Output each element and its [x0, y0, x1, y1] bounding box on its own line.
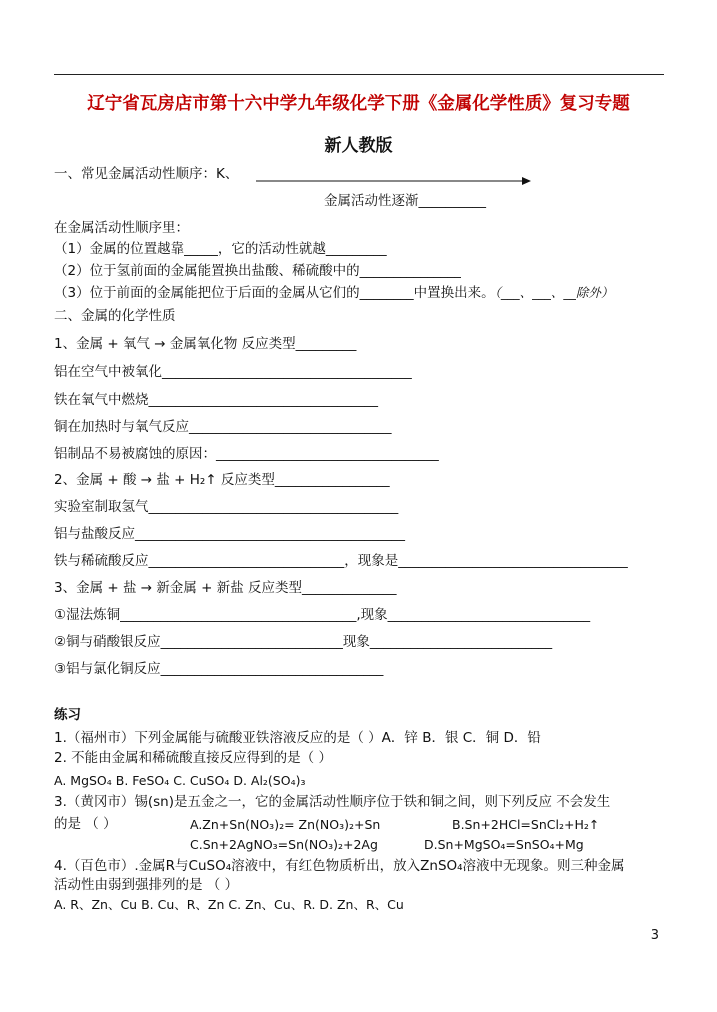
page-subtitle: 新人教版 [324, 136, 393, 156]
question-2-options: A. MgSO₄ B. FeSO₄ C. CuSO₄ D. Al₂(SO₄)₃ [54, 773, 306, 788]
question-4-options: A. R、Zn、Cu B. Cu、R、Zn C. Zn、Cu、R. D. Zn、R、Cu [54, 897, 404, 912]
question-4-line-1: 4.（百色市）.金属R与CuSO₄溶液中，有红色物质析出，放入ZnSO₄溶液中无现象。则三种金属 [54, 858, 625, 874]
question-3-line-1: 3.（黄冈市）锡(sn)是五金之一，它的金属活动性顺序位于铁和铜之间，则下列反应 不会发生 [54, 794, 611, 810]
question-2: 2. 不能由金属和稀硫酸直接反应得到的是（ ） [54, 750, 332, 766]
section1-heading: 一、常见金属活动性顺序：K、 [54, 166, 239, 182]
question-4-line-2: 活动性由弱到强排列的是 （ ） [54, 877, 239, 893]
al-oxidation-line: 铝在空气中被氧化_____________________________________ [54, 364, 412, 380]
question-3-lead: 的是 （ ） [54, 816, 117, 832]
activity-rule-2: （2）位于氢前面的金属能置换出盐酸、稀硫酸中的_______________ [54, 263, 461, 279]
al-hcl-line: 铝与盐酸反应________________________________________ [54, 526, 405, 542]
al-products-line: 铝制品不易被腐蚀的原因：_________________________________ [54, 446, 439, 462]
cu-heating-line: 铜在加热时与氧气反应______________________________ [54, 419, 392, 435]
reaction-type-2: 2、金属 + 酸 → 盐 + H₂↑ 反应类型_________________ [54, 472, 390, 488]
activity-intro: 在金属活动性顺序里： [54, 220, 189, 236]
reaction-type-1: 1、金属 + 氧气 → 金属氧化物 反应类型_________ [54, 336, 357, 352]
activity-rule-1: （1）金属的位置越靠_____，它的活动性就越_________ [54, 241, 387, 257]
activity-arrow [256, 176, 536, 186]
activity-caption: 金属活动性逐渐__________ [324, 193, 486, 209]
lab-h2-line: 实验室制取氢气_____________________________________ [54, 499, 399, 515]
fe-burning-line: 铁在氧气中燃烧__________________________________ [54, 392, 378, 408]
header-rule [54, 74, 664, 75]
page-number: 3 [650, 928, 659, 943]
question-1: 1.（福州市）下列金属能与硫酸亚铁溶液反应的是（ ）A．锌 B．银 C．铜 D．铅 [54, 730, 541, 746]
question-3-option-a: A.Zn+Sn(NO₃)₂= Zn(NO₃)₂+Sn [190, 817, 381, 832]
fe-h2so4-line: 铁与稀硫酸反应_____________________________，现象是__________________________________ [54, 553, 628, 569]
question-3-option-c: C.Sn+2AgNO₃=Sn(NO₃)₂+2Ag [190, 837, 378, 852]
al-cucl2-line: ③铝与氯化铜反应_________________________________ [54, 661, 384, 677]
question-3-option-d: D.Sn+MgSO₄=SnSO₄+Mg [424, 837, 584, 852]
reaction-type-3: 3、金属 + 盐 → 新金属 + 新盐 反应类型______________ [54, 580, 397, 596]
cu-agno3-line: ②铜与硝酸银反应___________________________现象___________________________ [54, 634, 553, 650]
practice-heading: 练习 [54, 707, 81, 723]
section2-heading: 二、金属的化学性质 [54, 308, 176, 324]
question-3-option-b: B.Sn+2HCl=SnCl₂+H₂↑ [452, 817, 600, 832]
activity-rule-3-note: （___、___、__除外） [494, 285, 614, 300]
activity-rule-3-text: （3）位于前面的金属能把位于后面的金属从它们的________中置换出来。 [54, 285, 495, 301]
wet-copper-line: ①湿法炼铜___________________________________,现象______________________________ [54, 607, 591, 623]
page-title: 辽宁省瓦房店市第十六中学九年级化学下册《金属化学性质》复习专题 [87, 94, 630, 114]
activity-rule-3 [54, 284, 613, 302]
